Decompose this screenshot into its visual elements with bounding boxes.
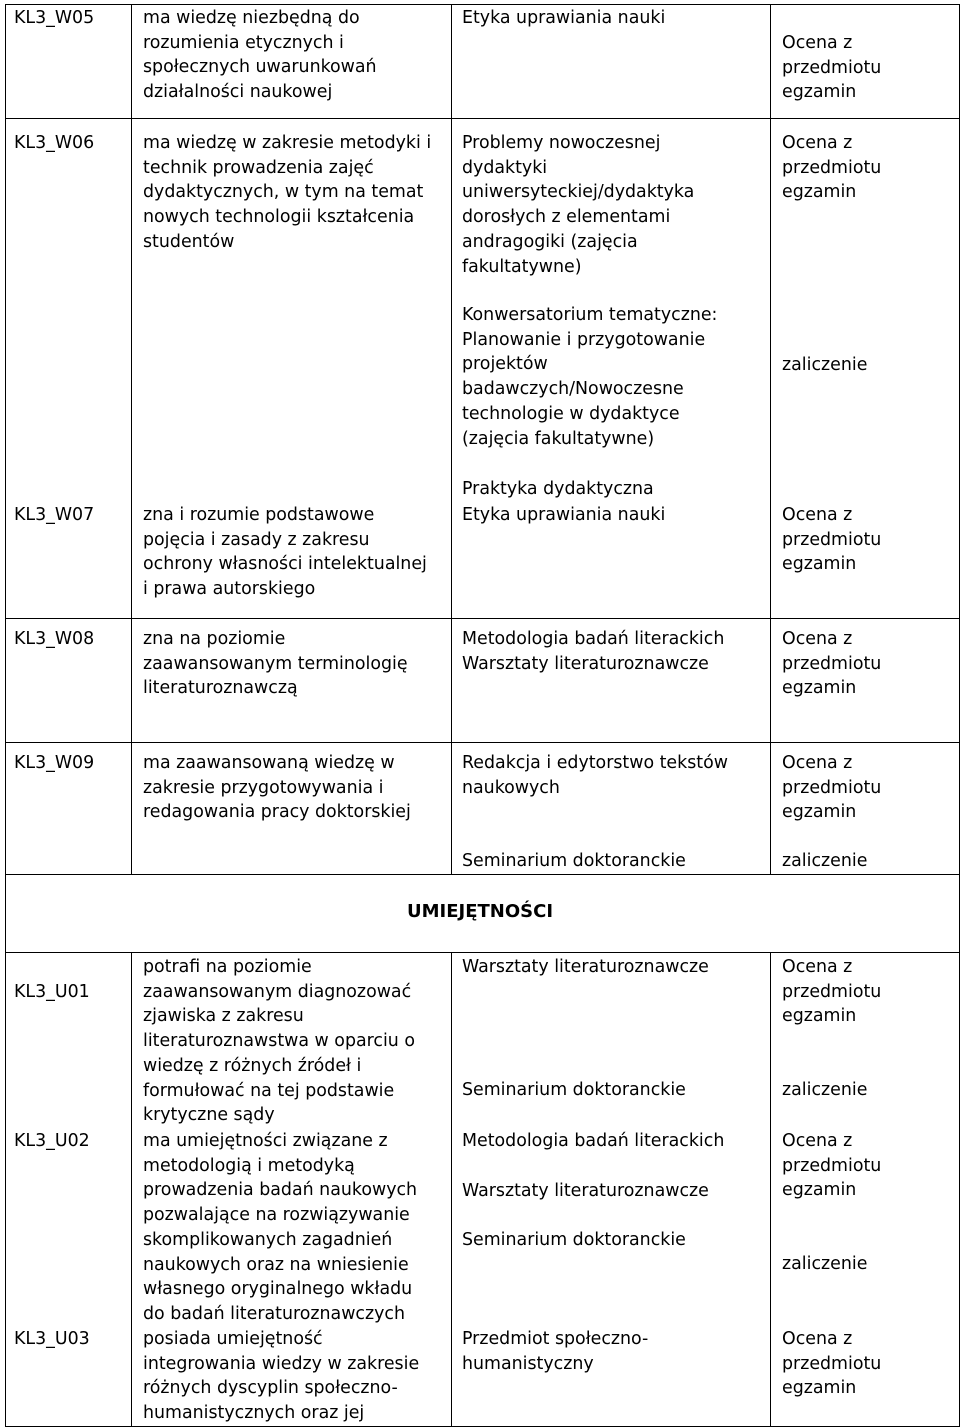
outcome-code: KL3_W08 [14, 629, 95, 649]
course-list: Warsztaty literaturoznawcze [462, 1181, 709, 1201]
row-divider [5, 618, 960, 619]
outcome-description: posiada umiejętność integrowania wiedzy w zakresie różnych dyscyplin społeczno- humanistycznych oraz jej [143, 1329, 420, 1424]
outcome-description: zna i rozumie podstawowe pojęcia i zasady z zakresu ochrony własności intelektualnej i prawa autorskiego [143, 505, 427, 600]
course-list: Etyka uprawiania nauki [462, 8, 666, 28]
outcome-code: KL3_W06 [14, 133, 95, 153]
column-divider [451, 4, 452, 874]
outcome-code: KL3_U02 [14, 1131, 90, 1151]
verification-method: Ocena z przedmiotu egzamin [782, 133, 882, 203]
outcome-description: ma wiedzę w zakresie metodyki i technik prowadzenia zajęć dydaktycznych, w tym na temat nowych technologii kształcenia studentów [143, 133, 432, 252]
verification-method: Ocena z przedmiotu egzamin [782, 1329, 882, 1399]
outcome-code: KL3_W07 [14, 505, 95, 525]
course-list: Przedmiot społeczno- humanistyczny [462, 1329, 649, 1374]
verification-method: zaliczenie [782, 851, 868, 871]
verification-method: Ocena z przedmiotu egzamin [782, 505, 882, 575]
course-list: Etyka uprawiania nauki [462, 505, 666, 525]
course-list: Seminarium doktoranckie [462, 851, 686, 871]
row-divider [5, 874, 960, 875]
verification-method: Ocena z przedmiotu egzamin [782, 33, 882, 103]
column-divider [131, 4, 132, 874]
section-title: UMIEJĘTNOŚCI [406, 901, 554, 922]
column-divider [770, 952, 771, 1426]
outcome-code: KL3_U03 [14, 1329, 90, 1349]
outcome-description: potrafi na poziomie zaawansowanym diagnozować zjawiska z zakresu literaturoznawstwa w oparciu o wiedzę z różnych źródeł i formułować na tej podstawie krytyczne sądy [143, 957, 415, 1126]
outcome-code: KL3_W09 [14, 753, 95, 773]
row-divider [5, 742, 960, 743]
course-list: Seminarium doktoranckie [462, 1080, 686, 1100]
outcome-description: ma zaawansowaną wiedzę w zakresie przygotowywania i redagowania pracy doktorskiej [143, 753, 411, 823]
course-list: Metodologia badań literackich Warsztaty literaturoznawcze [462, 629, 725, 674]
row-divider [5, 952, 960, 953]
verification-method: Ocena z przedmiotu egzamin [782, 957, 882, 1027]
outcome-description: ma wiedzę niezbędną do rozumienia etycznych i społecznych uwarunkowań działalności naukowej [143, 8, 377, 103]
column-divider [5, 952, 6, 1426]
course-list: Problemy nowoczesnej dydaktyki uniwersyteckiej/dydaktyka dorosłych z elementami andragogiki (zajęcia fakultatywne) [462, 133, 695, 277]
outcome-description: zna na poziomie zaawansowanym terminologię literaturoznawczą [143, 629, 408, 699]
verification-method: zaliczenie [782, 1080, 868, 1100]
verification-method: Ocena z przedmiotu egzamin [782, 1131, 882, 1201]
verification-method: zaliczenie [782, 355, 868, 375]
verification-method: Ocena z przedmiotu egzamin [782, 753, 882, 823]
column-divider [5, 4, 6, 874]
column-divider [770, 4, 771, 874]
row-divider [5, 1426, 960, 1427]
column-divider [451, 952, 452, 1426]
column-divider [131, 952, 132, 1426]
course-list: Praktyka dydaktyczna [462, 479, 654, 499]
course-list: Konwersatorium tematyczne: Planowanie i przygotowanie projektów badawczych/Nowoczesne technologie w dydaktyce (zajęcia fakultatywne) [462, 305, 718, 449]
course-list: Redakcja i edytorstwo tekstów naukowych [462, 753, 728, 798]
outcome-description: ma umiejętności związane z metodologią i metodyką prowadzenia badań naukowych pozwalające na rozwiązywanie skomplikowanych zagadnień naukowych oraz na wniesienie własnego oryginalnego wkładu do badań literaturoznawczych [143, 1131, 418, 1324]
verification-method: Ocena z przedmiotu egzamin [782, 629, 882, 699]
row-divider [5, 4, 960, 5]
course-list: Seminarium doktoranckie [462, 1230, 686, 1250]
course-list: Warsztaty literaturoznawcze [462, 957, 709, 977]
row-divider [5, 118, 960, 119]
outcome-code: KL3_W05 [14, 8, 95, 28]
verification-method: zaliczenie [782, 1254, 868, 1274]
outcome-code: KL3_U01 [14, 982, 90, 1002]
course-list: Metodologia badań literackich [462, 1131, 725, 1151]
